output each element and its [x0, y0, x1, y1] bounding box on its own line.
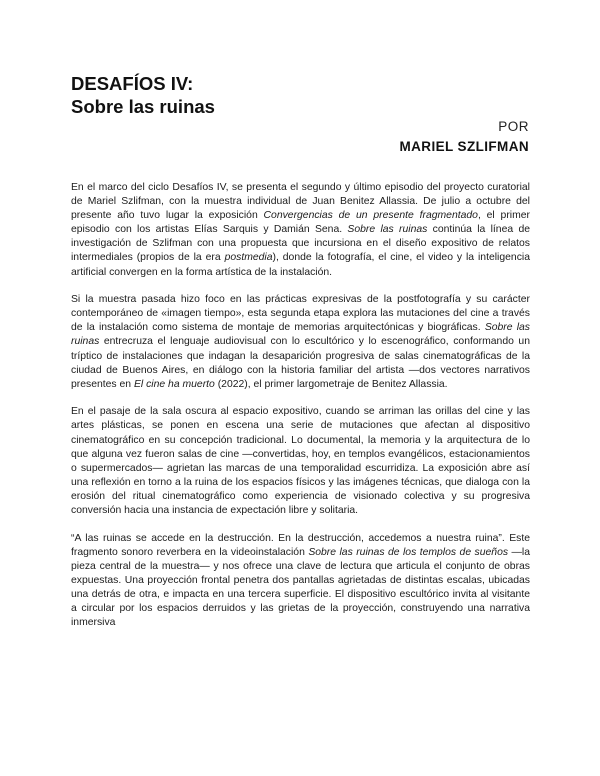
artwork-title: Sobre las ruinas de los templos de sueños: [308, 546, 509, 558]
title-series: DESAFÍOS IV:: [71, 73, 194, 94]
byline: [400, 117, 530, 157]
paragraph-text: continúa la línea de investigación de Szlifman con una propuesta que incursiona en el diseño expositivo de relatos intermediales (propios de la era: [71, 224, 531, 264]
paragraph-text: (2022), el primer largometraje de Benitez Allassia.: [214, 378, 448, 390]
paragraph-text: “A las ruinas se accede en la destrucción. En la destrucción, accedemos a nuestra ruina”. Este fragmento sonoro reverbera en la videoinstalación: [71, 532, 530, 558]
paragraph-text: En el marco del ciclo Desafíos IV, se presenta el segundo y último episodio del proyecto curatorial de Mariel Szlifman, con la muestra individual de Juan Benitez Allassia. De julio a octubre del presente año tuvo lugar la exposición: [71, 182, 530, 222]
paragraph-1: [71, 181, 530, 280]
exhibition-title: Convergencias de un presente fragmentado: [263, 210, 478, 222]
film-title: El cine ha muerto: [133, 378, 215, 390]
exhibition-title: Sobre las ruinas: [71, 322, 530, 348]
author-name: MARIEL SZLIFMAN: [399, 139, 529, 154]
paragraph-text: En el pasaje de la sala oscura al espacio expositivo, cuando se arriman las orillas del cine y las artes plásticas, se ponen en escena una serie de mutaciones que afectan al dispositivo cinematográfico en su concepción tradicional. Lo documental, la memoria y la arquitectura de lo que alguna vez fueron salas de cine —convertidas, hoy, en templos evangélicos, estacionamientos o supermercados— agrietan las marcas de una temporalidad escurridiza. La exposición abre así una reflexión en torno a la ruina de los espacios físicos y las imágenes técnicas, que dialoga con la erosión del ritual cinematográfico como experiencia de visionado colectiva y su progresiva conversión hacia una instancia de expectación libre y solitaria.: [71, 406, 530, 516]
paragraph-4: [71, 532, 530, 631]
paragraph-text: ), donde la fotografía, el cine, el video y la inteligencia artificial convergen en la forma artística de la instalación.: [71, 252, 530, 278]
byline-por: POR: [498, 119, 529, 134]
paragraph-2: [71, 293, 530, 392]
article-body: [71, 181, 530, 644]
paragraph-text: , el primer episodio con los artistas Elías Sarquis y Damián Sena.: [71, 210, 530, 236]
italic-term: postmedia: [224, 252, 273, 264]
paragraph-3: [71, 405, 530, 518]
paragraph-text: entrecruza el lenguaje audiovisual con lo escultórico y lo escenográfico, conformando un tríptico de instalaciones que indagan la desaparición progresiva de salas cinematográficas de la ciudad de Buenos Aires, en diálogo con la historia familiar del artista —dos vectores narrativos presentes en: [71, 336, 530, 390]
title-main: Sobre las ruinas: [71, 96, 215, 117]
exhibition-title: Sobre las ruinas: [347, 224, 428, 236]
title-block: [71, 72, 215, 118]
paragraph-text: —la pieza central de la muestra— y nos ofrece una clave de lectura que articula el conjunto de obras expuestas. Una proyección frontal penetra dos pantallas agrietadas de distintas escalas, ubicadas una detrás de otra, e impacta en una tercera superficie. El dispositivo escultórico invita al visitante a circular por los espacios derruidos y las grietas de la proyección, construyendo una narrativa inmersiva: [71, 546, 530, 629]
paragraph-text: Si la muestra pasada hizo foco en las prácticas expresivas de la postfotografía y su carácter contemporáneo de «imagen tiempo», esta segunda etapa explora las mutaciones del cine a través de la instalación como sistema de montaje de memorias arquitectónicas y biográficas.: [71, 294, 530, 334]
